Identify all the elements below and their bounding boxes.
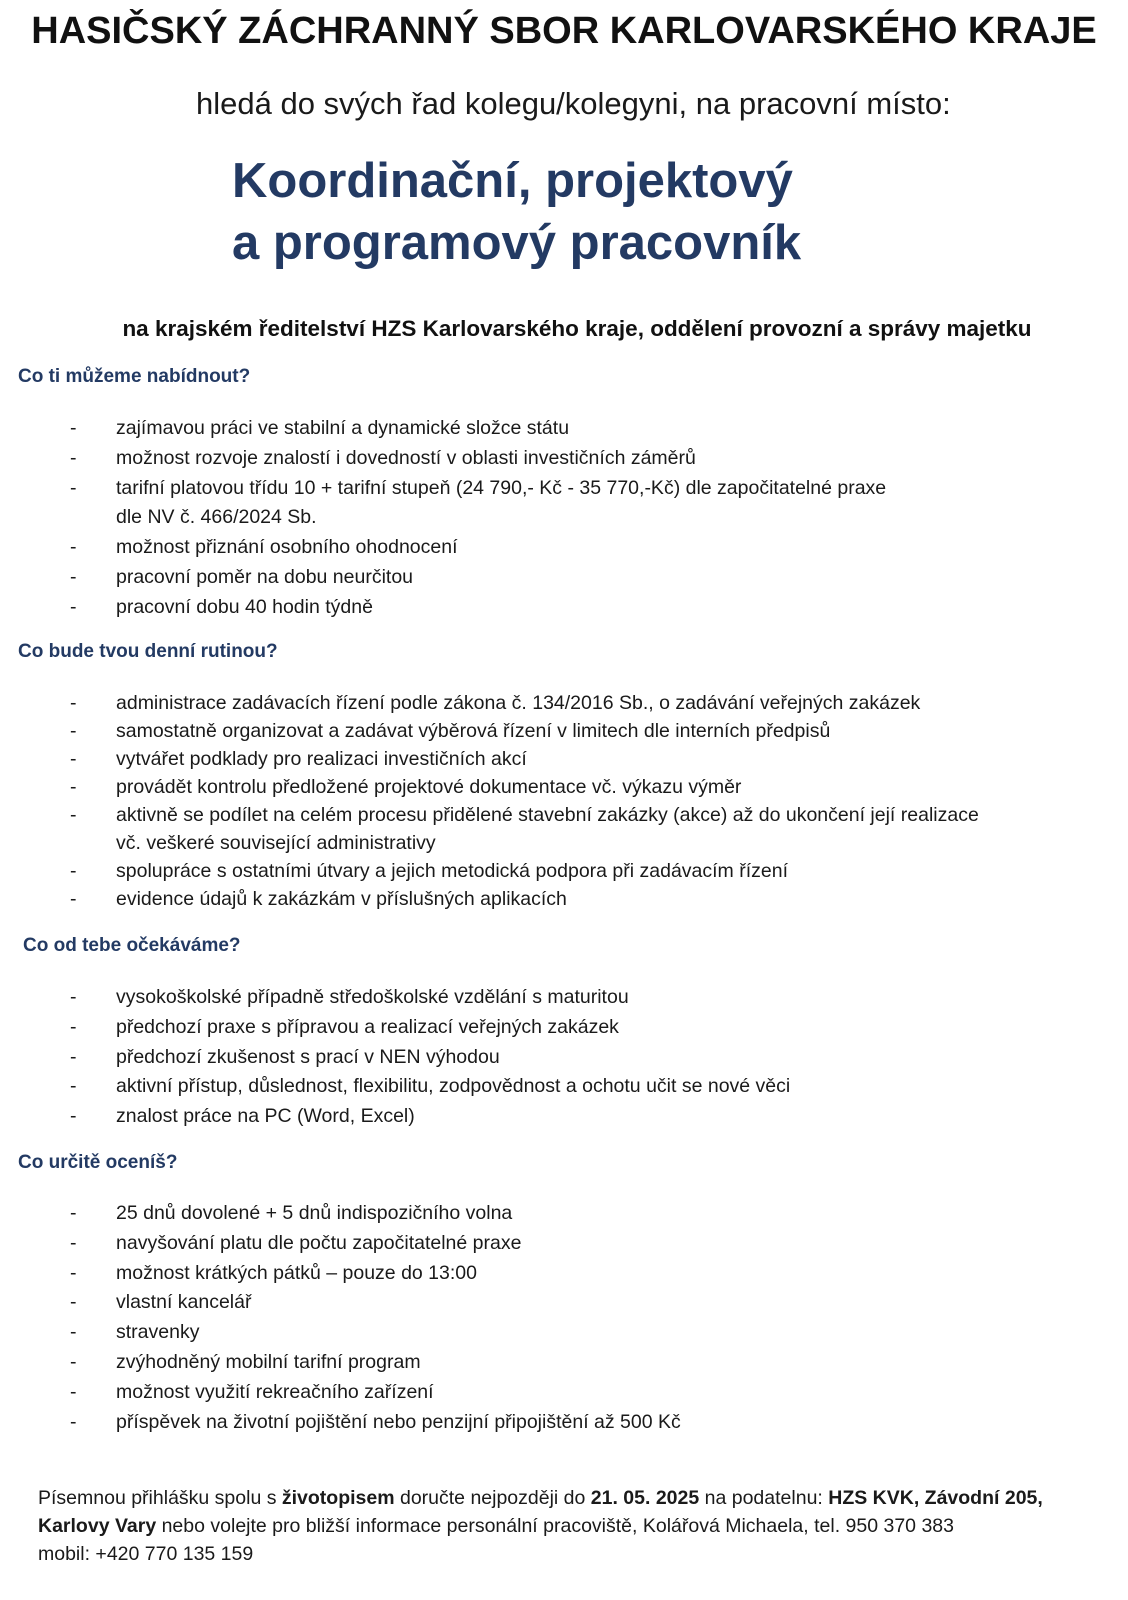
address-line-1: HZS KVK, Závodní 205, <box>828 1487 1043 1509</box>
bullet-dash: - <box>70 1231 77 1254</box>
list-item-continuation: vč. veškeré související administrativy <box>116 832 436 854</box>
bullet-dash: - <box>70 1105 77 1128</box>
organization-heading: HASIČSKÝ ZÁCHRANNÝ SBOR KARLOVARSKÉHO KRAJE <box>31 10 1097 52</box>
list-item: - samostatně organizovat a zadávat výběrová řízení v limitech dle interních předpisů <box>0 717 1036 745</box>
seeking-line: hledá do svých řad kolegu/kolegyni, na pracovní místo: <box>196 86 951 121</box>
section-heading-offer: Co ti můžeme nabídnout? <box>18 366 251 387</box>
bullet-dash: - <box>70 888 77 910</box>
bullet-dash: - <box>70 417 77 439</box>
list-item: - možnost přiznání osobního ohodnocení <box>0 533 1036 563</box>
list-item: - stravenky <box>0 1318 1036 1348</box>
list-item: - možnost krátkých pátků – pouze do 13:00 <box>0 1259 1036 1289</box>
bullet-dash: - <box>70 720 77 742</box>
list-item: - pracovní dobu 40 hodin týdně <box>0 593 1036 623</box>
offer-list <box>0 414 1036 623</box>
deadline-date: 21. 05. 2025 <box>590 1487 700 1509</box>
bullet-dash: - <box>70 476 77 499</box>
list-item: - vlastní kancelář <box>0 1288 1036 1318</box>
list-item: - navyšování platu dle počtu započitatelné praxe <box>0 1229 1036 1259</box>
bullet-dash: - <box>70 776 77 798</box>
bullet-dash: - <box>70 804 77 826</box>
section-heading-expect: Co od tebe očekáváme? <box>23 935 241 956</box>
list-item: - provádět kontrolu předložené projektové dokumentace vč. výkazu výměr <box>0 773 1036 801</box>
bullet-dash: - <box>70 1321 77 1344</box>
list-item: - příspěvek na životní pojištění nebo penzijní připojištění až 500 Kč <box>0 1408 1036 1438</box>
list-item: - aktivní přístup, důslednost, flexibilitu, zodpovědnost a ochotu učit se nové věci <box>0 1072 1036 1102</box>
list-item: - vytvářet podklady pro realizaci investičních akcí <box>0 745 1036 773</box>
list-item: - 25 dnů dovolené + 5 dnů indispozičního volna <box>0 1199 1036 1229</box>
section-heading-appreciate: Co určitě oceníš? <box>18 1152 178 1173</box>
expect-list <box>0 983 1036 1132</box>
bullet-dash: - <box>70 860 77 882</box>
list-item: - možnost rozvoje znalostí i dovedností v oblasti investičních záměrů <box>0 444 1036 474</box>
bullet-dash: - <box>70 692 77 714</box>
list-item: - tarifní platovou třídu 10 + tarifní stupeň (24 790,- Kč - 35 770,-Kč) dle započitatelné praxe <box>0 474 1036 504</box>
bullet-dash: - <box>70 595 77 618</box>
department-line: na krajském ředitelství HZS Karlovarského kraje, oddělení provozní a správy majetku <box>122 316 1032 341</box>
bullet-dash: - <box>70 1202 77 1224</box>
list-item: - aktivně se podílet na celém procesu přidělené stavební zakázky (akce) až do ukončení její realizace <box>0 801 1036 829</box>
bullet-dash: - <box>70 1410 77 1433</box>
telephone: tel. 950 370 383 <box>814 1515 954 1537</box>
appreciate-list <box>0 1199 1036 1437</box>
bullet-dash: - <box>70 565 77 588</box>
bullet-dash: - <box>70 1261 77 1284</box>
section-heading-routine: Co bude tvou denní rutinou? <box>18 641 278 662</box>
cv-emphasis: životopisem <box>281 1487 395 1509</box>
list-item: - zvýhodněný mobilní tarifní program <box>0 1348 1036 1378</box>
list-item: - předchozí praxe s přípravou a realizací veřejných zakázek <box>0 1013 1036 1043</box>
bullet-dash: - <box>70 1075 77 1098</box>
bullet-dash: - <box>70 536 77 559</box>
list-item: - pracovní poměr na dobu neurčitou <box>0 563 1036 593</box>
mobile-number: mobil: +420 770 135 159 <box>38 1543 254 1565</box>
list-item: - spolupráce s ostatními útvary a jejich metodická podpora při zadávacím řízení <box>0 857 1036 885</box>
bullet-dash: - <box>70 1380 77 1403</box>
bullet-dash: - <box>70 748 77 770</box>
list-item-continuation: dle NV č. 466/2024 Sb. <box>116 506 317 529</box>
bullet-dash: - <box>70 1045 77 1068</box>
job-title <box>232 150 801 274</box>
list-item: - vysokoškolské případně středoškolské vzdělání s maturitou <box>0 983 1036 1013</box>
list-item: - administrace zadávacích řízení podle zákona č. 134/2016 Sb., o zadávání veřejných zakázek <box>0 689 1036 717</box>
address-line-2: Karlovy Vary <box>38 1515 157 1537</box>
list-item: - předchozí zkušenost s prací v NEN výhodou <box>0 1043 1036 1073</box>
application-instructions: Písemnou přihlášku spolu s životopisem doručte nejpozději do 21. 05. 2025 na podatelnu: HZS KVK, Závodní 205, Karlovy Vary nebo volejte pro bližší informace personální pracoviště, Kolářová Michaela, tel. 950 370 383 mobil: +420 770 135 159 <box>38 1487 1043 1565</box>
routine-list <box>0 689 1036 913</box>
list-item: - znalost práce na PC (Word, Excel) <box>0 1102 1036 1132</box>
list-item: - evidence údajů k zakázkám v příslušných aplikacích <box>0 885 1036 913</box>
bullet-dash: - <box>70 1350 77 1373</box>
list-item: - zajímavou práci ve stabilní a dynamické složce státu <box>0 414 1036 444</box>
bullet-dash: - <box>70 1015 77 1038</box>
job-title-line-2: a programový pracovník <box>232 216 802 270</box>
list-item: - možnost využití rekreačního zařízení <box>0 1378 1036 1408</box>
bullet-dash: - <box>70 446 77 469</box>
bullet-dash: - <box>70 986 77 1008</box>
job-title-line-1: Koordinační, projektový <box>232 154 793 208</box>
bullet-dash: - <box>70 1291 77 1314</box>
